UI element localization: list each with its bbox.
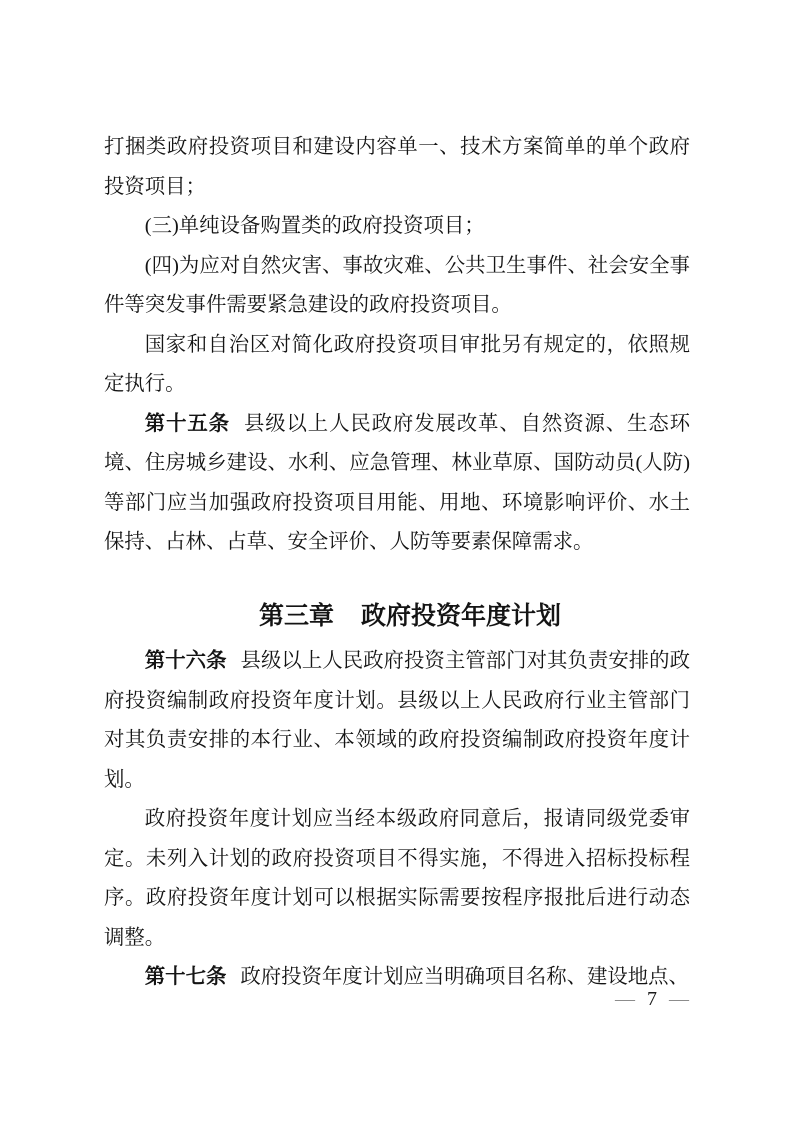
paragraph-item-four: [104, 247, 690, 326]
article-15-number: 第十五条: [144, 412, 230, 435]
document-body: [104, 128, 690, 998]
page-footer: [615, 988, 689, 1010]
paragraph-article-17: [104, 958, 690, 998]
paragraph-text: (四)为应对自然灾害、事故灾难、公共卫生事件、社会安全事件等突发事件需要紧急建设的政府投资项目。: [104, 254, 690, 316]
paragraph-carryover: [104, 128, 690, 207]
paragraph-annual-plan-approval: [104, 800, 690, 958]
page-number: 7: [647, 988, 657, 1010]
article-17-number: 第十七条: [144, 966, 227, 988]
paragraph-text: 县级以上人民政府发展改革、自然资源、生态环境、住房城乡建设、水利、应急管理、林业草原、国防动员(人防)等部门应当加强政府投资项目用能、用地、环境影响评价、水土保持、占林、占草、安全评价、人防等要素保障需求。: [104, 412, 691, 553]
paragraph-article-16: [104, 642, 690, 800]
footer-dash-right: —: [669, 988, 689, 1010]
paragraph-text: 国家和自治区对简化政府投资项目审批另有规定的，依照规定执行。: [104, 333, 690, 395]
paragraph-text: (三)单纯设备购置类的政府投资项目；: [144, 215, 485, 237]
paragraph-text: 县级以上人民政府投资主管部门对其负责安排的政府投资编制政府投资年度计划。县级以上人民政府行业主管部门对其负责安排的本行业、本领域的政府投资编制政府投资年度计划。: [104, 650, 691, 791]
paragraph-special-provision: [104, 326, 690, 405]
paragraph-text: 打捆类政府投资项目和建设内容单一、技术方案简单的单个政府投资项目；: [104, 136, 690, 198]
paragraph-item-three: [104, 207, 690, 247]
paragraph-article-15: [104, 405, 690, 563]
paragraph-text: 政府投资年度计划应当经本级政府同意后，报请同级党委审定。未列入计划的政府投资项目不得实施，不得进入招标投标程序。政府投资年度计划可以根据实际需要按程序报批后进行动态调整。: [104, 808, 690, 949]
chapter-title: 政府投资年度计划: [361, 601, 562, 630]
chapter-label: 第三章: [258, 601, 334, 630]
paragraph-text: 政府投资年度计划应当明确项目名称、建设地点、: [240, 966, 689, 988]
article-16-number: 第十六条: [144, 650, 227, 672]
footer-dash-left: —: [615, 988, 635, 1010]
chapter-3-heading: [117, 597, 703, 637]
